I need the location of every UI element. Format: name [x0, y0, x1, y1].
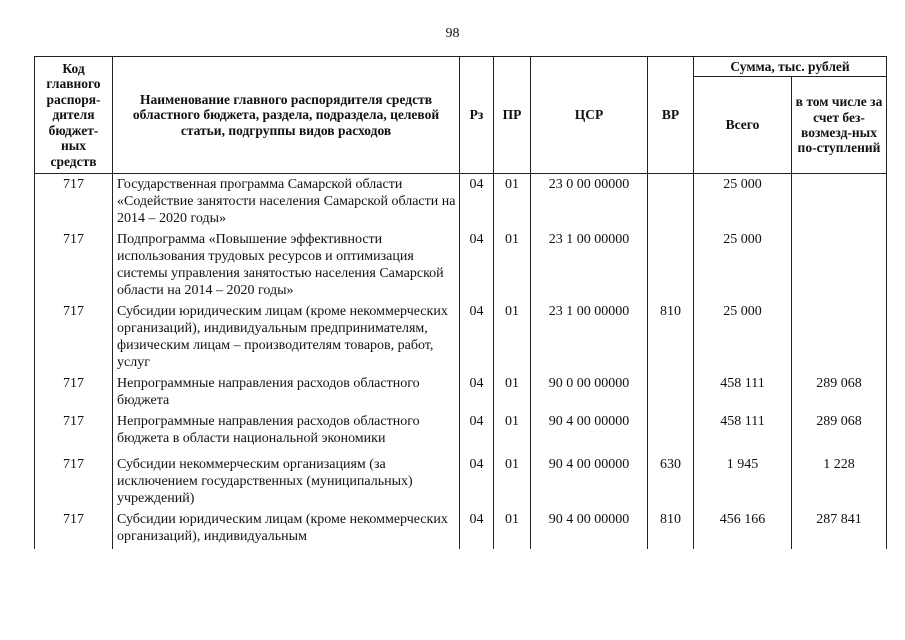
cell-rz: 04	[460, 375, 494, 413]
cell-csr: 90 4 00 00000	[531, 413, 648, 456]
header-code: Код главного распоря-дителя бюджет-ных средств	[35, 57, 113, 174]
cell-name: Государственная программа Самарской области «Содействие занятости населения Самарской области на 2014 – 2020 годы»	[113, 174, 460, 232]
cell-code: 717	[35, 413, 113, 456]
cell-csr: 23 1 00 00000	[531, 303, 648, 375]
cell-name: Подпрограмма «Повышение эффективности использования трудовых ресурсов и оптимизация системы управления занятостью населения Самарской области на 2014 – 2020 годы»	[113, 231, 460, 303]
cell-code: 717	[35, 375, 113, 413]
page-number: 98	[445, 26, 460, 41]
cell-vr	[648, 231, 694, 303]
cell-total: 458 111	[694, 413, 792, 456]
cell-including: 289 068	[792, 375, 887, 413]
cell-total: 25 000	[694, 303, 792, 375]
table-row	[35, 303, 887, 375]
header-rz: Рз	[460, 57, 494, 174]
header-name: Наименование главного распорядителя средств областного бюджета, раздела, подраздела, целевой статьи, подгруппы видов расходов	[113, 57, 460, 174]
cell-name: Непрограммные направления расходов областного бюджета	[113, 375, 460, 413]
table-body	[35, 174, 887, 550]
cell-pr: 01	[494, 231, 531, 303]
cell-vr: 810	[648, 511, 694, 549]
cell-pr: 01	[494, 413, 531, 456]
cell-vr	[648, 174, 694, 232]
cell-name: Субсидии юридическим лицам (кроме некоммерческих организаций), индивидуальным предпринимателям, физическим лицам – производителям товаров, работ, услуг	[113, 303, 460, 375]
cell-including	[792, 303, 887, 375]
cell-name: Субсидии юридическим лицам (кроме некоммерческих организаций), индивидуальным	[113, 511, 460, 549]
table-row	[35, 231, 887, 303]
header-total: Всего	[694, 77, 792, 174]
cell-code: 717	[35, 174, 113, 232]
table-header	[35, 57, 887, 174]
cell-code: 717	[35, 456, 113, 511]
cell-code: 717	[35, 231, 113, 303]
table-row	[35, 511, 887, 549]
cell-rz: 04	[460, 456, 494, 511]
cell-name: Субсидии некоммерческим организациям (за исключением государственных (муниципальных) учреждений)	[113, 456, 460, 511]
cell-name: Непрограммные направления расходов областного бюджета в области национальной экономики	[113, 413, 460, 456]
cell-pr: 01	[494, 375, 531, 413]
cell-total: 25 000	[694, 231, 792, 303]
cell-total: 456 166	[694, 511, 792, 549]
cell-code: 717	[35, 303, 113, 375]
budget-table	[34, 56, 887, 549]
cell-code: 717	[35, 511, 113, 549]
cell-including	[792, 231, 887, 303]
cell-rz: 04	[460, 174, 494, 232]
header-sum: Сумма, тыс. рублей	[694, 57, 887, 77]
cell-pr: 01	[494, 511, 531, 549]
cell-rz: 04	[460, 231, 494, 303]
cell-total: 458 111	[694, 375, 792, 413]
cell-total: 25 000	[694, 174, 792, 232]
cell-pr: 01	[494, 303, 531, 375]
cell-vr	[648, 413, 694, 456]
table-row	[35, 174, 887, 232]
cell-including: 287 841	[792, 511, 887, 549]
cell-vr: 810	[648, 303, 694, 375]
cell-csr: 90 0 00 00000	[531, 375, 648, 413]
cell-vr: 630	[648, 456, 694, 511]
cell-rz: 04	[460, 511, 494, 549]
table-row	[35, 375, 887, 413]
cell-pr: 01	[494, 174, 531, 232]
header-vr: ВР	[648, 57, 694, 174]
cell-including: 289 068	[792, 413, 887, 456]
cell-pr: 01	[494, 456, 531, 511]
cell-csr: 23 0 00 00000	[531, 174, 648, 232]
table-row	[35, 413, 887, 456]
header-csr: ЦСР	[531, 57, 648, 174]
cell-csr: 90 4 00 00000	[531, 456, 648, 511]
cell-including: 1 228	[792, 456, 887, 511]
header-pr: ПР	[494, 57, 531, 174]
cell-rz: 04	[460, 413, 494, 456]
cell-including	[792, 174, 887, 232]
cell-csr: 90 4 00 00000	[531, 511, 648, 549]
cell-rz: 04	[460, 303, 494, 375]
header-including: в том числе за счет без-возмезд-ных по-ступлений	[792, 77, 887, 174]
cell-csr: 23 1 00 00000	[531, 231, 648, 303]
cell-vr	[648, 375, 694, 413]
cell-total: 1 945	[694, 456, 792, 511]
table-row	[35, 456, 887, 511]
